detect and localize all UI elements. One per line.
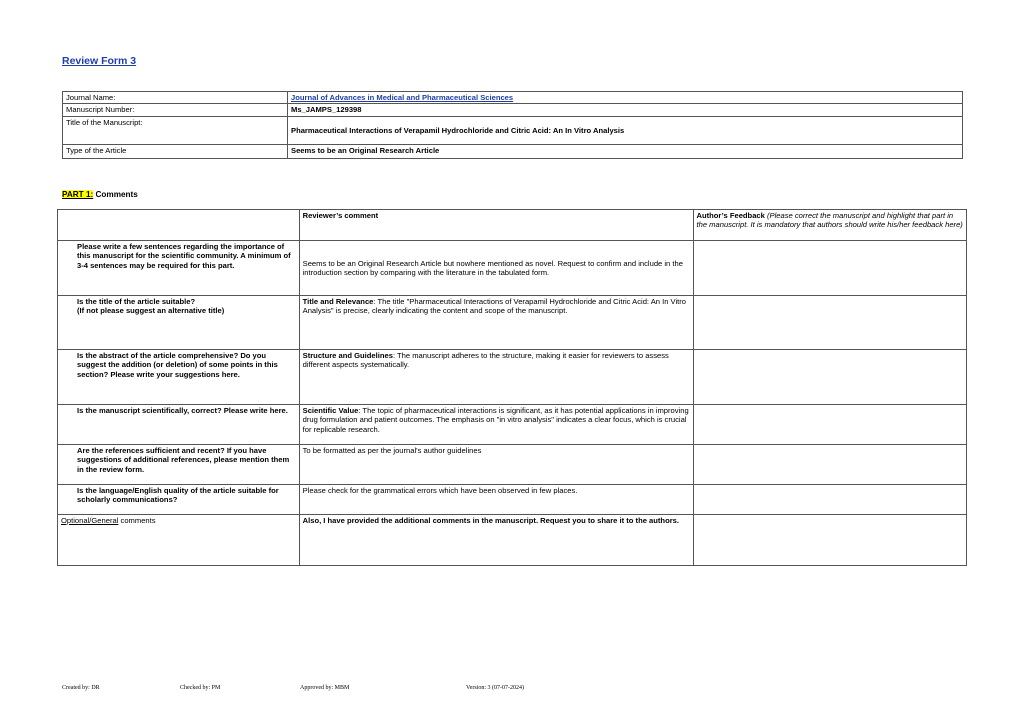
comments-header-row (58, 210, 967, 241)
feedback-cell[interactable] (693, 296, 967, 350)
comment-cell (299, 241, 693, 296)
comment-cell (299, 485, 693, 515)
comment-text: : The topic of pharmaceutical interactions is significant, as it has potential applications in improving drug formulation and patient outcomes. The emphasis on "in vitro analysis" indicates a clear focus, which is crucial for replicable research. (302, 406, 689, 434)
optional-feedback-cell[interactable] (693, 515, 967, 566)
comment-title: Structure and Guidelines (302, 351, 393, 360)
info-row-manuscript-number (63, 104, 963, 116)
comment-row (58, 445, 967, 485)
optional-label: Optional/General (61, 516, 119, 525)
info-label: Title of the Manuscript: (63, 116, 288, 144)
optional-comments-label-cell (58, 515, 300, 566)
question-cell: Is the title of the article suitable? (If not please suggest an alternative title) (58, 296, 300, 350)
question-cell: Please write a few sentences regarding the importance of this manuscript for the scientific community. A minimum of 3-4 sentences may be required for this part. (58, 241, 300, 296)
footer-version: Version: 3 (07-07-2024) (466, 685, 524, 691)
optional-comment-cell: Also, I have provided the additional comments in the manuscript. Request you to share it to the authors. (299, 515, 693, 566)
comment-text: Please check for the grammatical errors which have been observed in few places. (302, 486, 578, 495)
part1-suffix: Comments (93, 190, 138, 199)
journal-name-link[interactable]: Journal of Advances in Medical and Pharmaceutical Sciences (288, 92, 963, 104)
comment-row (58, 241, 967, 296)
manuscript-info-table (62, 91, 963, 159)
question-cell: Is the language/English quality of the article suitable for scholarly communications? (58, 485, 300, 515)
author-feedback-title: Author’s Feedback (696, 211, 765, 220)
author-feedback-note: (Please correct the manuscript and highlight that part in the manuscript. It is mandatory that authors should write his/her feedback here) (696, 211, 963, 230)
comment-cell (299, 350, 693, 405)
form-title: Review Form 3 (62, 55, 137, 67)
comment-row (58, 296, 967, 350)
info-value: Seems to be an Original Research Article (288, 144, 963, 158)
info-row-title (63, 116, 963, 144)
comment-cell (299, 405, 693, 445)
comment-text: Seems to be an Original Research Article but nowhere mentioned as novel. Request to confirm and include in the introduction section by comparing with the literature in the tabulated form. (302, 258, 683, 277)
feedback-cell[interactable] (693, 445, 967, 485)
comment-text: : The manuscript adheres to the structure, making it easier for reviewers to assess different aspects systematically. (302, 351, 669, 370)
comment-cell (299, 296, 693, 350)
footer-created-by: Created by: DR (62, 685, 100, 691)
comments-table (57, 209, 967, 566)
info-label: Type of the Article (63, 144, 288, 158)
comment-cell (299, 445, 693, 485)
comment-title: Title and Relevance (302, 297, 374, 306)
comment-text: To be formatted as per the journal's author guidelines (302, 446, 482, 455)
author-feedback-header (693, 210, 967, 241)
optional-suffix: comments (118, 516, 156, 525)
info-value: Ms_JAMPS_129398 (288, 104, 963, 116)
reviewer-comment-header: Reviewer’s comment (299, 210, 693, 241)
comment-row (58, 485, 967, 515)
question-cell: Are the references sufficient and recent? If you have suggestions of additional references, please mention them in the review form. (58, 445, 300, 485)
comment-row (58, 405, 967, 445)
footer-approved-by: Approved by: MBM (300, 685, 350, 691)
part1-heading (62, 190, 138, 199)
footer-checked-by: Checked by: PM (180, 685, 221, 691)
info-row-article-type (63, 144, 963, 158)
feedback-cell[interactable] (693, 485, 967, 515)
comment-row (58, 350, 967, 405)
comment-title: Scientific Value (302, 406, 359, 415)
feedback-cell[interactable] (693, 350, 967, 405)
info-label: Manuscript Number: (63, 104, 288, 116)
comment-text: : The title "Pharmaceutical Interactions of Verapamil Hydrochloride and Citric Acid: An In Vitro Analysis" is precise, clearly indicating the content and scope of the manuscript. (302, 297, 687, 316)
feedback-cell[interactable] (693, 405, 967, 445)
question-cell: Is the manuscript scientifically, correct? Please write here. (58, 405, 300, 445)
question-cell: Is the abstract of the article comprehensive? Do you suggest the addition (or deletion) of some points in this section? Please write your suggestions here. (58, 350, 300, 405)
info-row-journal (63, 92, 963, 104)
empty-header-cell (58, 210, 300, 241)
optional-comments-row (58, 515, 967, 566)
part1-label: PART 1: (62, 190, 94, 199)
info-value: Pharmaceutical Interactions of Verapamil Hydrochloride and Citric Acid: An In Vitro Analysis (288, 116, 963, 144)
feedback-cell[interactable] (693, 241, 967, 296)
info-label: Journal Name: (63, 92, 288, 104)
